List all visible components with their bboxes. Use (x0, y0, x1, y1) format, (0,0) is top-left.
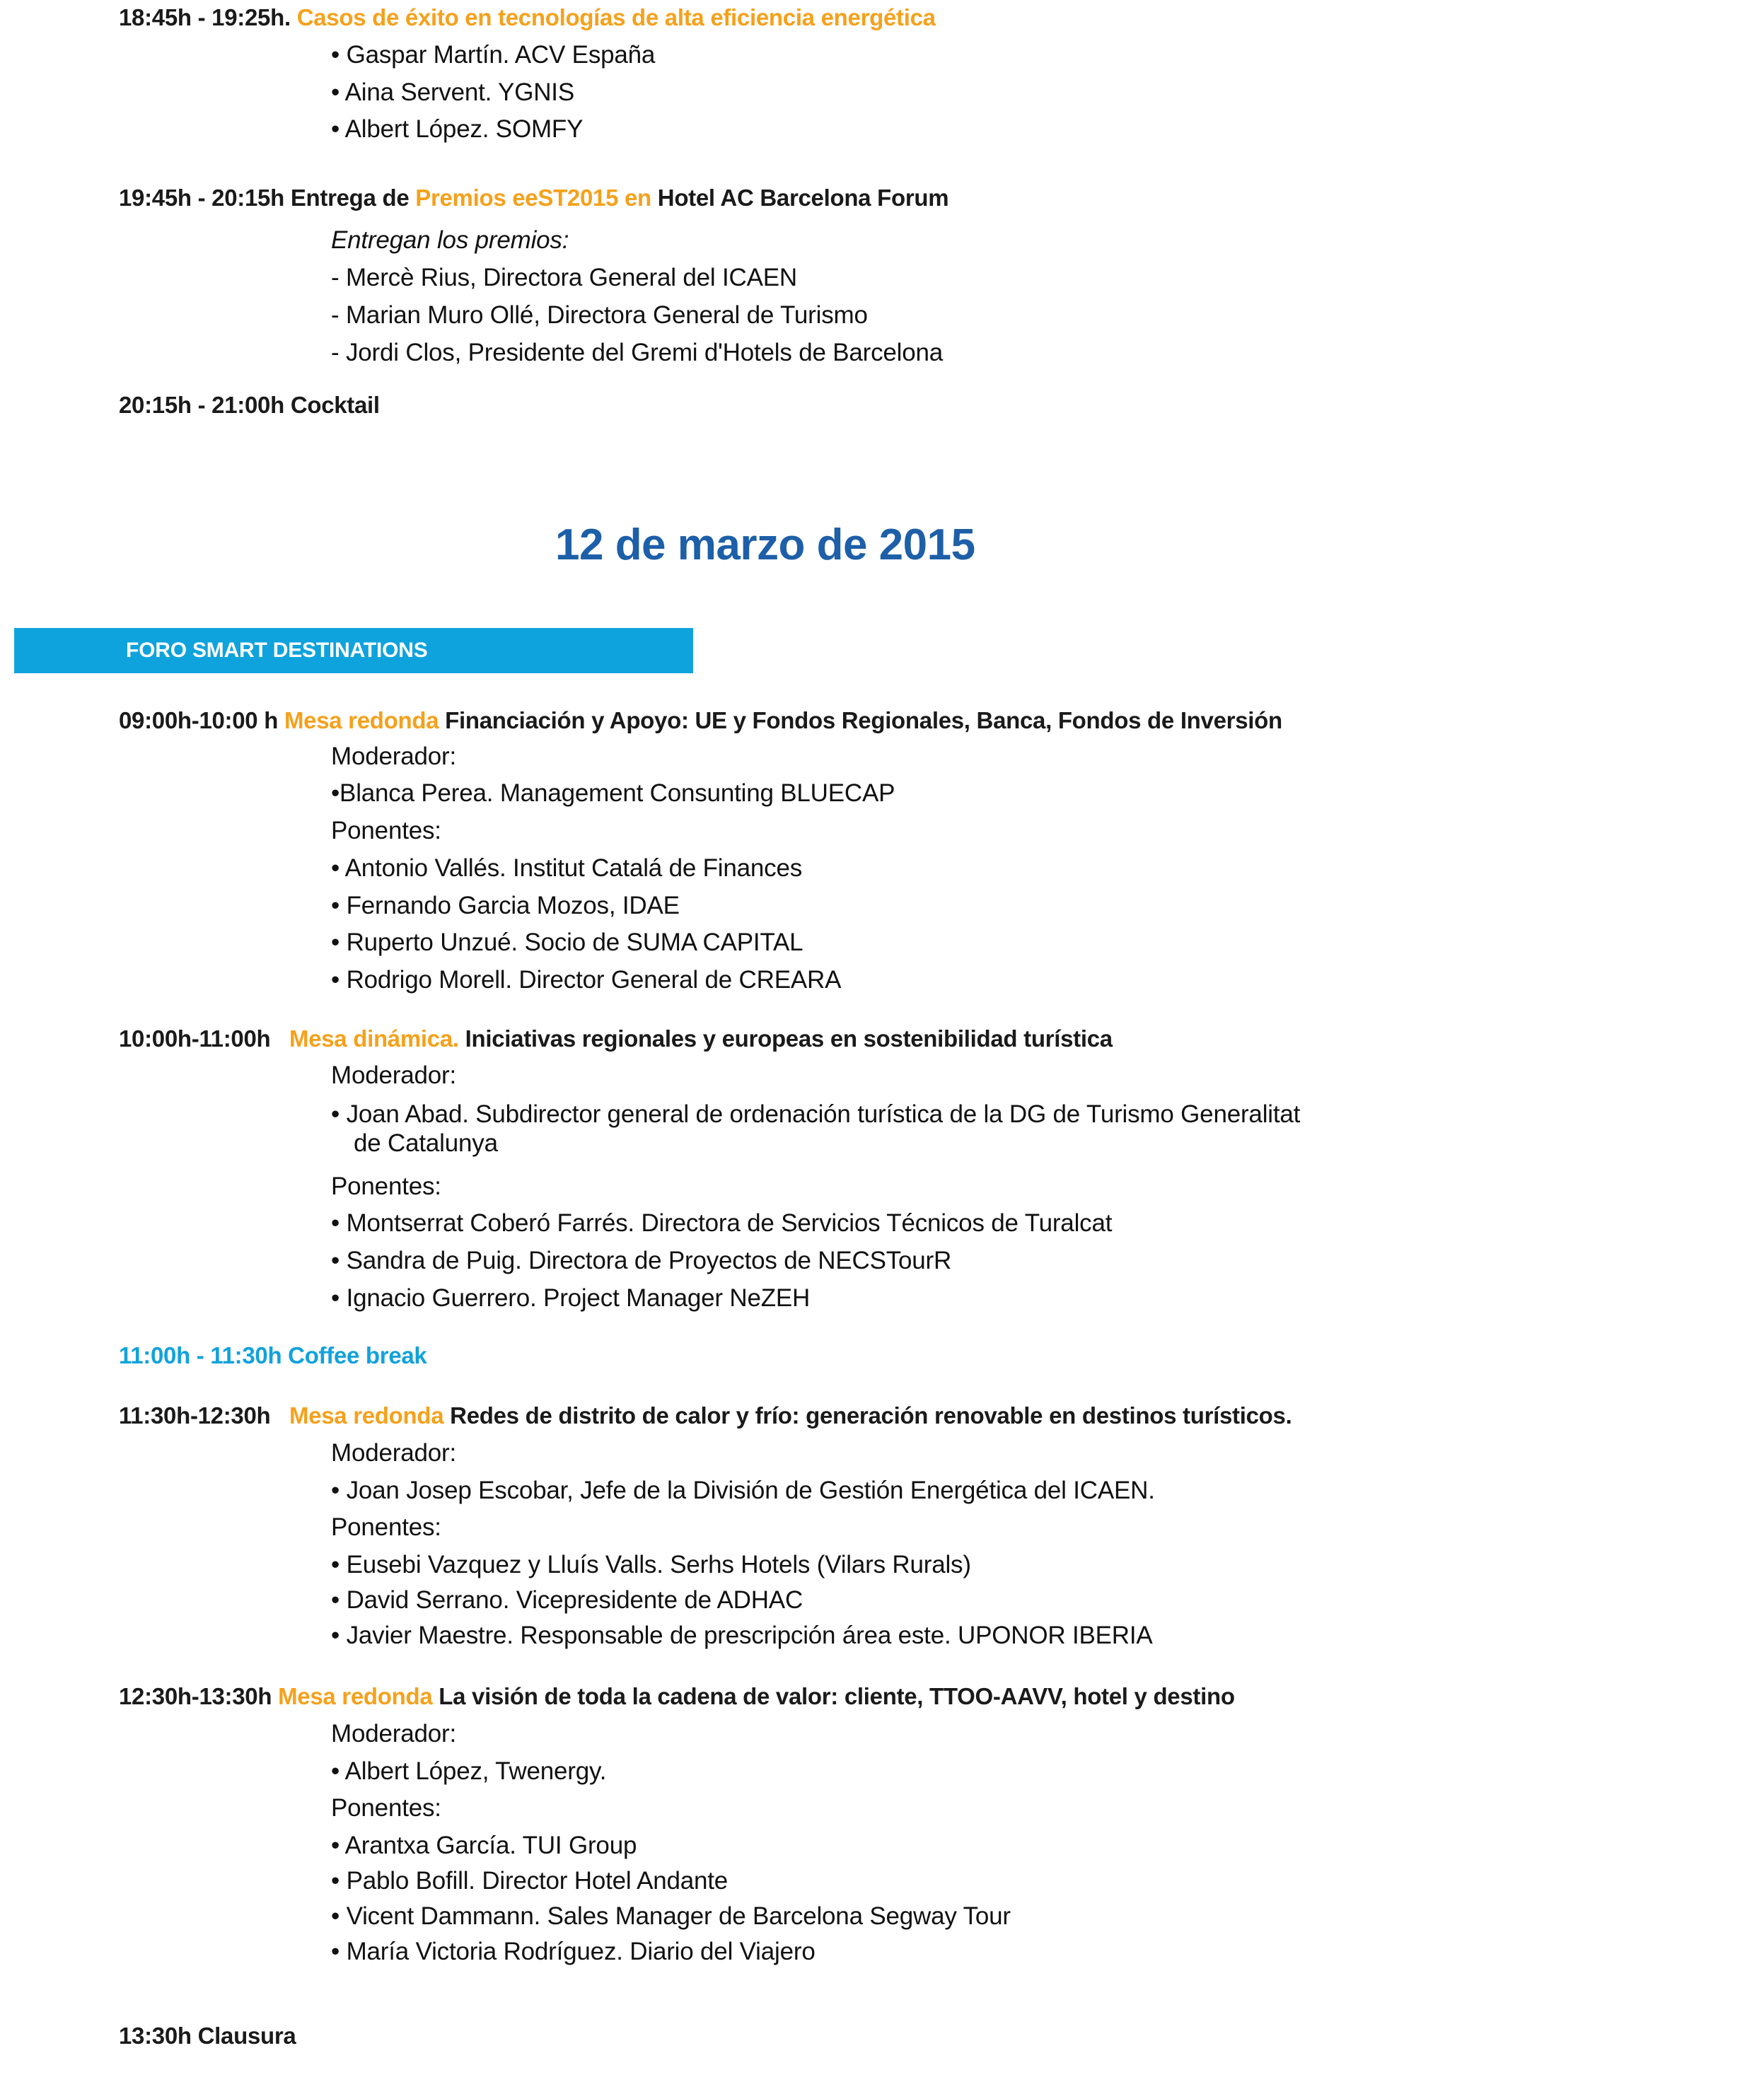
speakers-label: Ponentes: (331, 1173, 441, 1200)
session-time-1945: 19:45h - 20:15h (119, 185, 284, 211)
moderator-item: • Joan Josep Escobar, Jefe de la División de Gestión Energética del ICAEN. (331, 1477, 1155, 1504)
session-time-1000: 10:00h-11:00h (119, 1025, 271, 1052)
speaker-item: • Albert López. SOMFY (331, 115, 584, 143)
speaker-item: • María Victoria Rodríguez. Diario del Viajero (331, 1938, 816, 1965)
moderator-item: • Joan Abad. Subdirector general de ordenación turística de la DG de Turismo Generalitat de Catalunya (331, 1100, 1301, 1157)
speaker-item: • Javier Maestre. Responsable de prescripción área este. UPONOR IBERIA (331, 1622, 1153, 1649)
session-title-0900: Financiación y Apoyo: UE y Fondos Regionales, Banca, Fondos de Inversión (439, 707, 1282, 733)
speakers-label: Ponentes: (331, 1794, 441, 1822)
session-time-1130: 11:30h-12:30h (119, 1402, 271, 1429)
session-title-part1: Entrega de (290, 185, 416, 211)
speaker-item: • Ruperto Unzué. Socio de SUMA CAPITAL (331, 929, 803, 956)
forum-banner-label: FORO SMART DESTINATIONS (126, 639, 428, 662)
session-heading-1130 (119, 1404, 1292, 1427)
session-title-1230: La visión de toda la cadena de valor: cliente, TTOO-AAVV, hotel y destino (432, 1683, 1235, 1709)
moderator-label: Moderador: (331, 743, 456, 770)
session-label-1130: Mesa redonda (289, 1402, 444, 1429)
moderator-label: Moderador: (331, 1720, 456, 1747)
closing-line: 13:30h Clausura (119, 2023, 296, 2049)
coffee-break-line: 11:00h - 11:30h Coffee break (119, 1342, 427, 1368)
session-label-1230: Mesa redonda (278, 1683, 433, 1709)
speaker-item: • Eusebi Vazquez y Lluís Valls. Serhs Hotels (Vilars Rurals) (331, 1551, 971, 1578)
speaker-item: • Montserrat Coberó Farrés. Directora de Servicios Técnicos de Turalcat (331, 1209, 1113, 1237)
speaker-item: • Rodrigo Morell. Director General de CREARA (331, 966, 842, 994)
speaker-item: • Aina Servent. YGNIS (331, 78, 574, 106)
session-title-highlight: Premios eeST2015 en (415, 185, 651, 211)
session-heading-1945 (119, 186, 948, 209)
session-title-1845: Casos de éxito en tecnologías de alta eficiencia energética (296, 4, 936, 30)
session-heading-1845 (119, 6, 936, 29)
speakers-label: Ponentes: (331, 817, 441, 844)
session-label-0900: Mesa redonda (284, 707, 439, 733)
presenter-item: - Marian Muro Ollé, Directora General de Turismo (331, 301, 868, 329)
moderator-item: • Albert López, Twenergy. (331, 1757, 607, 1785)
speaker-item: • Pablo Bofill. Director Hotel Andante (331, 1867, 729, 1895)
session-heading-0900 (119, 709, 1282, 732)
speaker-item: • Sandra de Puig. Directora de Proyectos de NECSTourR (331, 1247, 952, 1274)
session-title-part2: Hotel AC Barcelona Forum (651, 185, 949, 211)
speaker-item: • David Serrano. Vicepresidente de ADHAC (331, 1586, 803, 1614)
session-heading-1230 (119, 1685, 1235, 1708)
speaker-item: • Fernando Garcia Mozos, IDAE (331, 892, 680, 919)
session-time-1845: 18:45h - 19:25h. (119, 4, 291, 30)
day2-date-title: 12 de marzo de 2015 (555, 520, 975, 569)
session-time-0900: 09:00h-10:00 h (119, 707, 279, 733)
speaker-item: • Vicent Dammann. Sales Manager de Barcelona Segway Tour (331, 1902, 1011, 1930)
presenter-item: - Mercè Rius, Directora General del ICAEN (331, 264, 797, 291)
presenter-item: - Jordi Clos, Presidente del Gremi d'Hotels de Barcelona (331, 339, 944, 366)
speaker-item: • Gaspar Martín. ACV España (331, 41, 656, 69)
speaker-item: • Ignacio Guerrero. Project Manager NeZEH (331, 1284, 811, 1312)
session-time-1230: 12:30h-13:30h (119, 1683, 272, 1709)
moderator-label: Moderador: (331, 1439, 456, 1467)
moderator-item: •Blanca Perea. Management Consunting BLUECAP (331, 779, 895, 807)
session-heading-1000 (119, 1027, 1113, 1050)
speaker-item: • Antonio Vallés. Institut Catalá de Finances (331, 854, 803, 882)
moderator-label: Moderador: (331, 1061, 456, 1089)
presenters-intro: Entregan los premios: (331, 226, 569, 254)
session-label-1000: Mesa dinámica. (289, 1025, 459, 1052)
speaker-item: • Arantxa García. TUI Group (331, 1832, 637, 1859)
session-heading-2015: 20:15h - 21:00h Cocktail (119, 392, 380, 418)
forum-banner (14, 628, 693, 673)
session-title-1130: Redes de distrito de calor y frío: generación renovable en destinos turísticos. (443, 1402, 1292, 1429)
session-title-1000: Iniciativas regionales y europeas en sostenibilidad turística (458, 1025, 1113, 1052)
speakers-label: Ponentes: (331, 1513, 441, 1541)
